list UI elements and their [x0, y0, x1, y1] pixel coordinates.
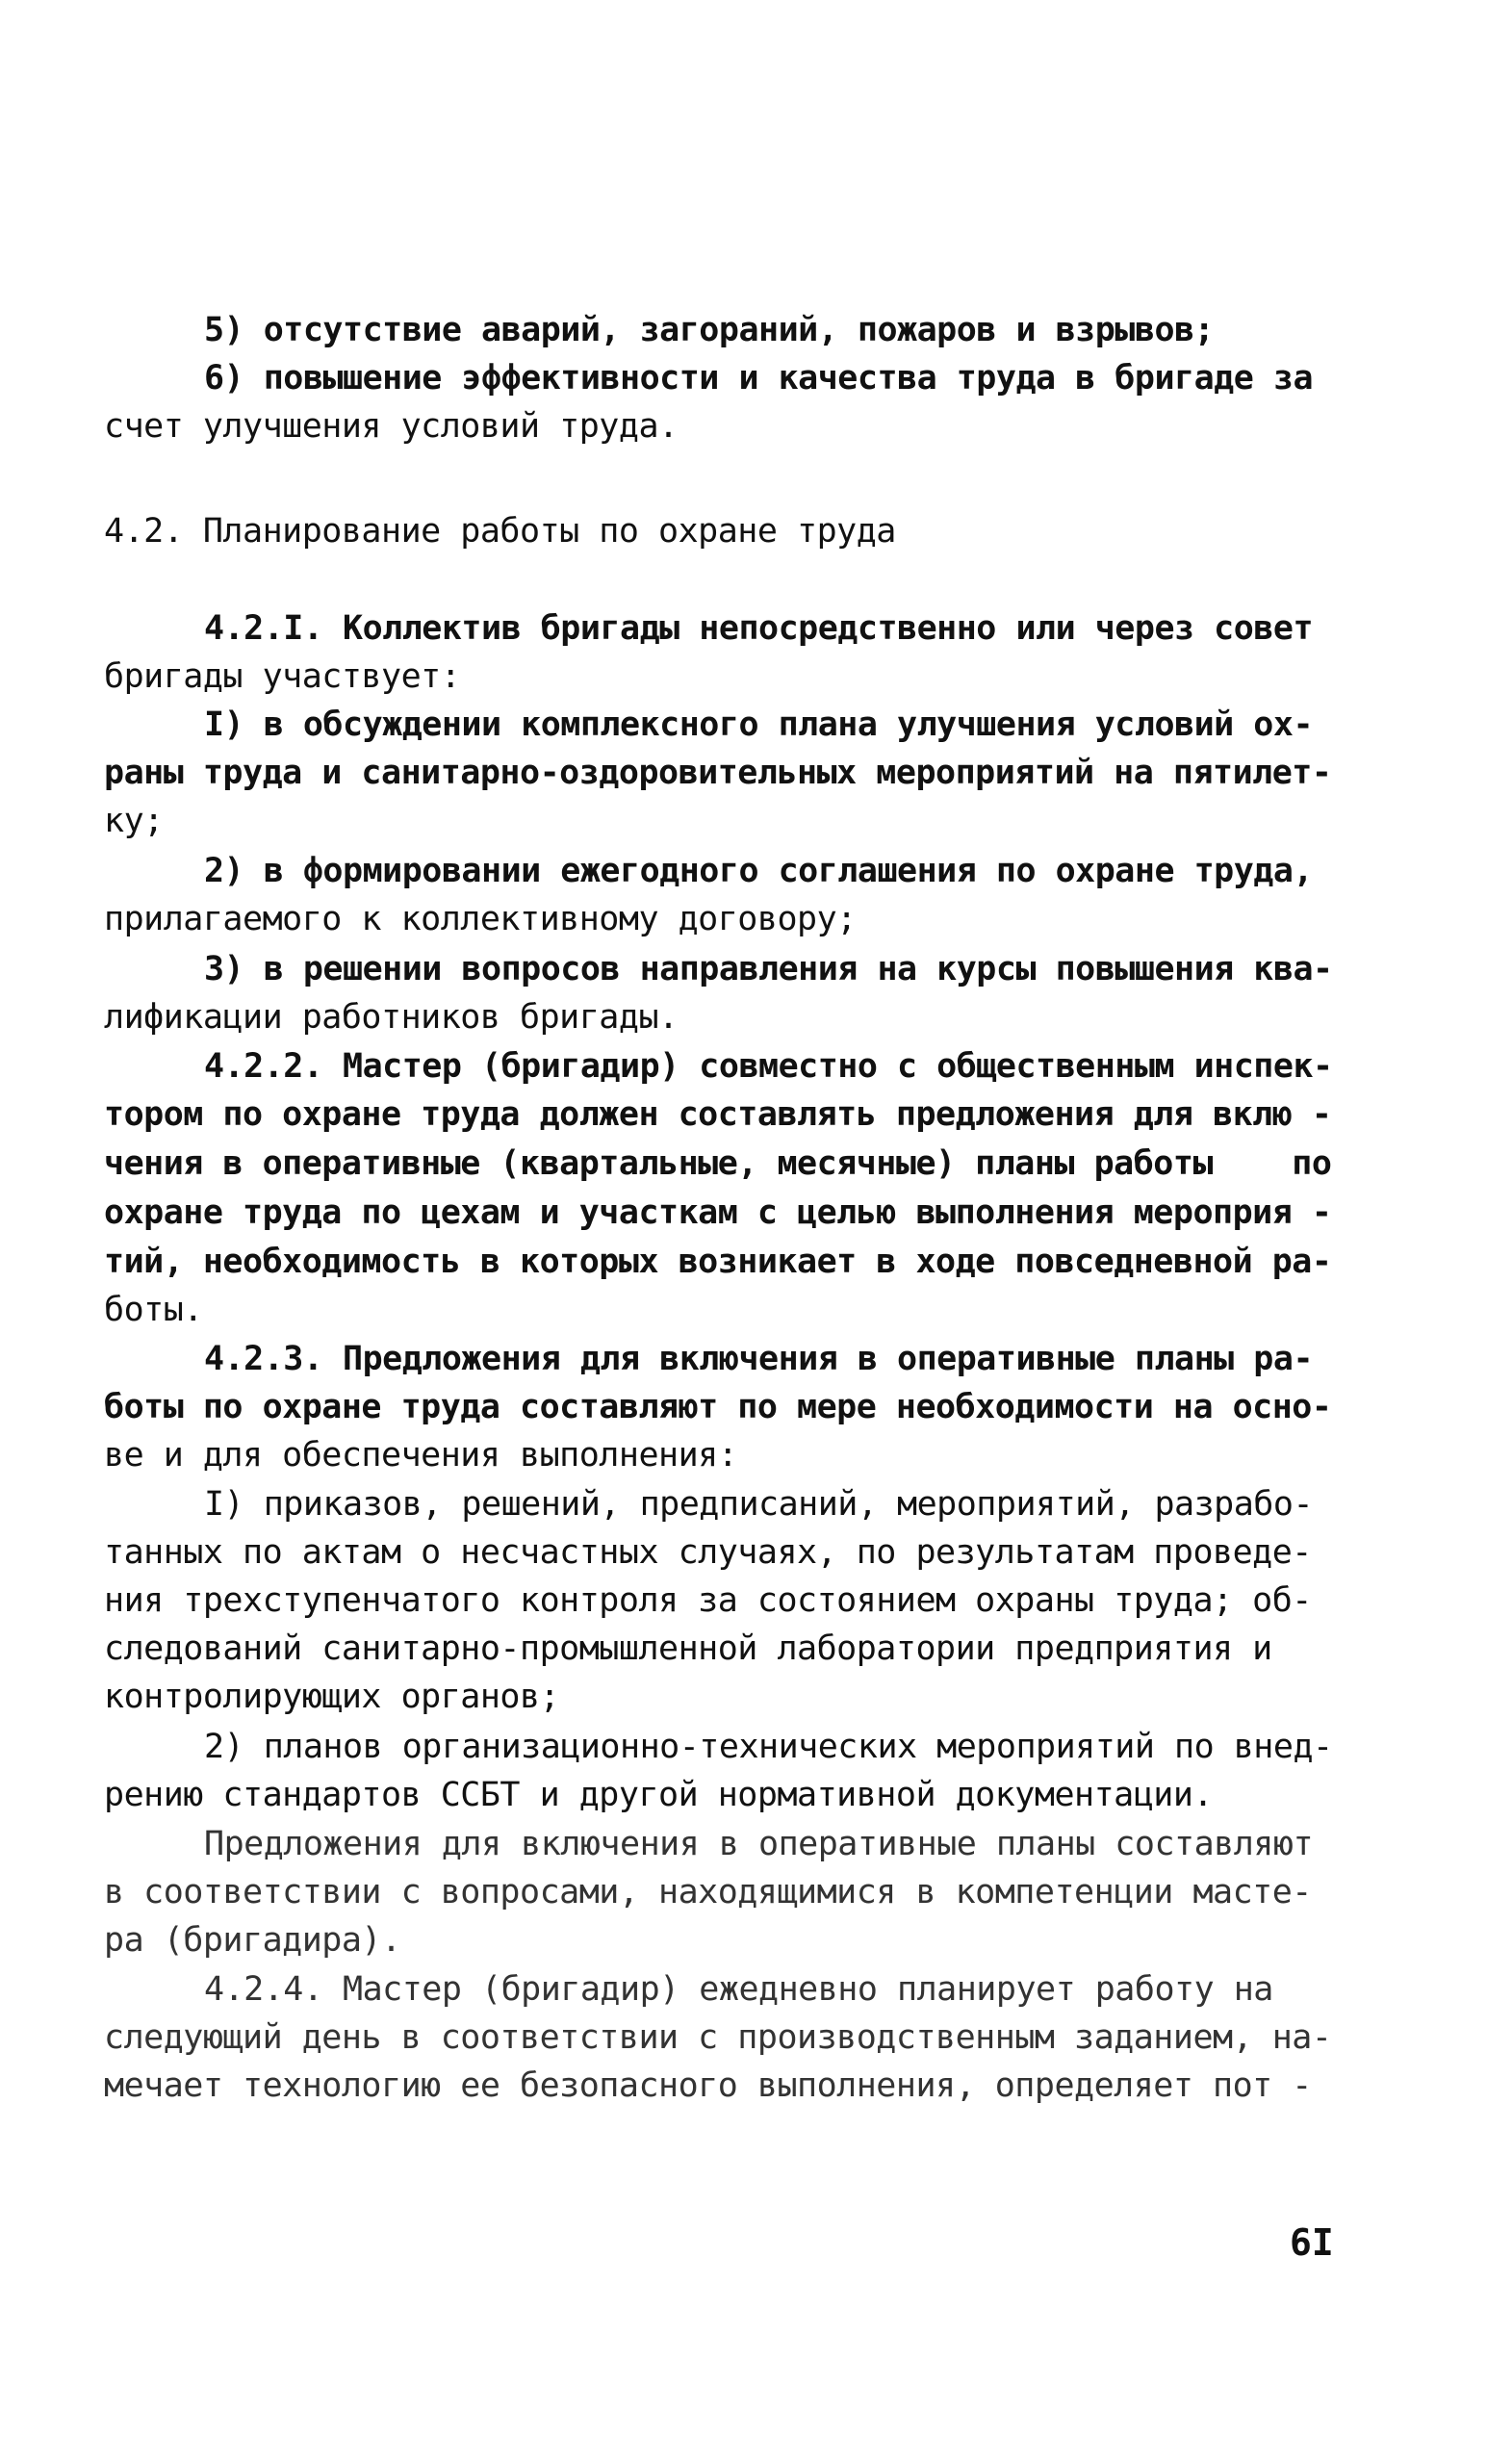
paragraph-line: танных по актам о несчастных случаях, по результатам проведе- — [104, 1533, 1312, 1572]
paragraph-line: следований санитарно-промышленной лаборатории предприятия и — [104, 1629, 1272, 1668]
paragraph-line: ве и для обеспечения выполнения: — [104, 1436, 738, 1475]
paragraph-line: тором по охране труда должен составлять предложения для вклю - — [104, 1095, 1332, 1134]
paragraph-line: охране труда по цехам и участкам с целью выполнения мероприя - — [104, 1193, 1332, 1232]
paragraph-line: контролирующих органов; — [104, 1678, 560, 1716]
paragraph-line: лификации работников бригады. — [104, 998, 679, 1037]
paragraph-line: боты. — [104, 1291, 203, 1329]
list-item-1: I) в обсуждении комплексного плана улучшения условий ох- — [204, 705, 1314, 744]
list-item-1: I) приказов, решений, предписаний, мероприятий, разрабо- — [204, 1485, 1314, 1524]
paragraph: Предложения для включения в оперативные планы составляют — [204, 1825, 1314, 1863]
paragraph-4-2-3: 4.2.3. Предложения для включения в оперативные планы ра- — [204, 1340, 1314, 1378]
list-item-2: 2) планов организационно-технических мероприятий по внед- — [204, 1728, 1333, 1766]
paragraph-line: прилагаемого к коллективному договору; — [104, 900, 857, 938]
paragraph-line: следующий день в соответствии с производственным заданием, на- — [104, 2018, 1332, 2057]
paragraph-line: ра (бригадира). — [104, 1921, 401, 1960]
paragraph-line: боты по охране труда составляют по мере необходимости на осно- — [104, 1388, 1332, 1426]
list-item-3: 3) в решении вопросов направления на курсы повышения ква- — [204, 950, 1333, 988]
paragraph-line: ния трехступенчатого контроля за состоянием охраны труда; об- — [104, 1581, 1312, 1620]
page-number: 6I — [1290, 2221, 1334, 2264]
paragraph-4-2-2: 4.2.2. Мастер (бригадир) совместно с общественным инспек- — [204, 1047, 1333, 1086]
section-heading-4-2: 4.2. Планирование работы по охране труда — [104, 512, 896, 551]
list-item-6-cont: счет улучшения условий труда. — [104, 407, 679, 446]
list-item-6: 6) повышение эффективности и качества труда в бригаде за — [204, 359, 1314, 398]
paragraph-line: ку; — [104, 802, 164, 840]
list-item-5: 5) отсутствие аварий, загораний, пожаров и взрывов; — [204, 311, 1215, 349]
paragraph-line: раны труда и санитарно-оздоровительных мероприятий на пятилет- — [104, 754, 1332, 792]
paragraph-line: чения в оперативные (квартальные, месячные) планы работы по — [104, 1144, 1332, 1183]
paragraph-4-2-4: 4.2.4. Мастер (бригадир) ежедневно планирует работу на — [204, 1970, 1273, 2009]
paragraph-4-2-1: 4.2.I. Коллектив бригады непосредственно или через совет — [204, 609, 1314, 648]
paragraph-line: мечает технологию ее безопасного выполнения, определяет пот - — [104, 2066, 1312, 2105]
paragraph-line: рению стандартов ССБТ и другой нормативной документации. — [104, 1776, 1214, 1814]
list-item-2: 2) в формировании ежегодного соглашения по охране труда, — [204, 852, 1314, 890]
paragraph-line: в соответствии с вопросами, находящимися в компетенции масте- — [104, 1873, 1312, 1911]
paragraph-line: бригады участвует: — [104, 657, 461, 696]
paragraph-line: тий, необходимость в которых возникает в ходе повседневной ра- — [104, 1243, 1332, 1281]
